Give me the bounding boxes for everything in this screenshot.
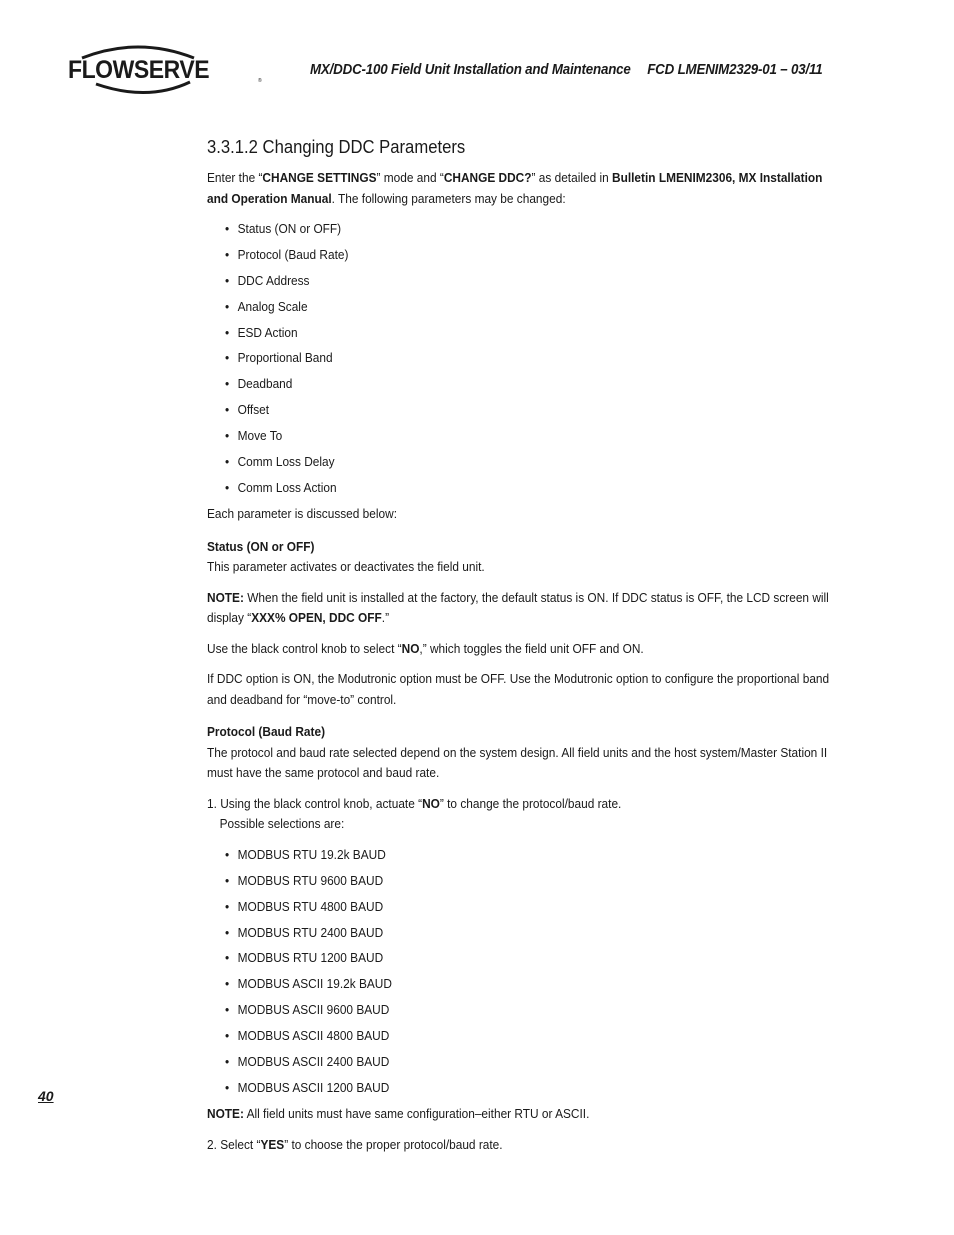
protocol-description: The protocol and baud rate selected depend on the system design. All field units and the host system/Master Station II must have the same protocol and baud rate. <box>207 744 828 781</box>
intro-bold-change-settings: CHANGE SETTINGS <box>262 170 377 185</box>
list-item: • MODBUS RTU 2400 BAUD <box>225 923 846 944</box>
list-item: • MODBUS ASCII 19.2k BAUD <box>225 974 846 995</box>
note-text: .” <box>381 610 390 626</box>
step-bold-yes: YES <box>260 1136 285 1152</box>
list-item: • MODBUS RTU 19.2k BAUD <box>225 845 846 866</box>
note-text: When the field unit is installed at the factory, the default status is ON. If DDC status is OFF, the LCD screen will display “ <box>207 589 829 626</box>
list-item: • MODBUS ASCII 2400 BAUD <box>225 1052 846 1073</box>
intro-bold-bulletin: Bulletin LMENIM2306, MX Installation and Operation Manual <box>207 170 823 206</box>
list-item: • Status (ON or OFF) <box>225 219 846 240</box>
list-item: • Comm Loss Delay <box>225 452 846 473</box>
knob-text: Use the black control knob to select “ <box>207 640 402 656</box>
list-item: • Analog Scale <box>225 297 846 318</box>
knob-paragraph <box>207 639 846 660</box>
status-heading: Status (ON or OFF) <box>207 538 315 554</box>
section-title: 3.3.1.2 Changing DDC Parameters <box>207 136 466 157</box>
intro-text: Enter the “ <box>207 170 263 185</box>
step-1 <box>207 794 846 835</box>
list-item: • Offset <box>225 400 846 421</box>
protocol-note <box>207 1104 846 1125</box>
list-item: • Proportional Band <box>225 348 846 369</box>
page-number: 40 <box>38 1088 54 1104</box>
step-bold-no: NO <box>422 795 440 811</box>
parameter-list <box>207 219 846 498</box>
knob-text: ,” which toggles the field unit OFF and ON. <box>419 640 644 656</box>
step-text: ” to change the protocol/baud rate. <box>439 795 622 811</box>
step-text: 1. Using the black control knob, actuate “ <box>207 795 423 811</box>
main-content <box>207 134 847 1165</box>
intro-text: ” mode and “ <box>376 170 444 185</box>
intro-text: ” as detailed in <box>531 170 613 185</box>
status-description: This parameter activates or deactivates the field unit. <box>207 559 485 575</box>
intro-bold-change-ddc: CHANGE DDC? <box>443 170 532 185</box>
running-header <box>310 62 823 78</box>
step-2 <box>207 1135 846 1156</box>
doc-title: MX/DDC-100 Field Unit Installation and Maintenance <box>310 62 631 78</box>
knob-bold-no: NO <box>401 640 420 656</box>
note-text: All field units must have same configuration–either RTU or ASCII. <box>243 1106 590 1122</box>
list-item: • ESD Action <box>225 323 846 344</box>
flowserve-logo <box>68 42 262 98</box>
registered-mark-icon: ® <box>258 78 262 84</box>
doc-code: FCD LMENIM2329-01 – 03/11 <box>647 62 823 78</box>
baud-selection-list <box>207 845 846 1099</box>
list-item: • MODBUS ASCII 9600 BAUD <box>225 1000 846 1021</box>
list-item: • MODBUS RTU 4800 BAUD <box>225 897 846 918</box>
list-item: • Move To <box>225 426 846 447</box>
note-label: NOTE: <box>207 589 244 605</box>
modutronic-paragraph: If DDC option is ON, the Modutronic option must be OFF. Use the Modutronic option to configure the proportional band and deadband for “move-to” control. <box>207 671 830 707</box>
list-item: • MODBUS ASCII 1200 BAUD <box>225 1078 846 1099</box>
list-item: • DDC Address <box>225 271 846 292</box>
list-item: • MODBUS RTU 1200 BAUD <box>225 948 846 969</box>
list-item: • MODBUS RTU 9600 BAUD <box>225 871 846 892</box>
each-parameter-text: Each parameter is discussed below: <box>207 506 397 522</box>
step-text: ” to choose the proper protocol/baud rate. <box>284 1136 503 1152</box>
status-note <box>207 588 846 629</box>
logo-wordmark: FLOWSERVE <box>68 56 210 84</box>
note-bold-lcd-message: XXX% OPEN, DDC OFF <box>251 610 382 626</box>
step-1-continuation: Possible selections are: <box>219 816 345 832</box>
step-text: 2. Select “ <box>207 1136 261 1152</box>
intro-paragraph <box>207 168 846 209</box>
note-label: NOTE: <box>207 1106 244 1122</box>
protocol-heading: Protocol (Baud Rate) <box>207 724 326 740</box>
list-item: • MODBUS ASCII 4800 BAUD <box>225 1026 846 1047</box>
content-column <box>207 134 846 1155</box>
list-item: • Comm Loss Action <box>225 478 846 499</box>
list-item: • Protocol (Baud Rate) <box>225 245 846 266</box>
intro-text: . The following parameters may be changed: <box>331 190 566 206</box>
list-item: • Deadband <box>225 374 846 395</box>
